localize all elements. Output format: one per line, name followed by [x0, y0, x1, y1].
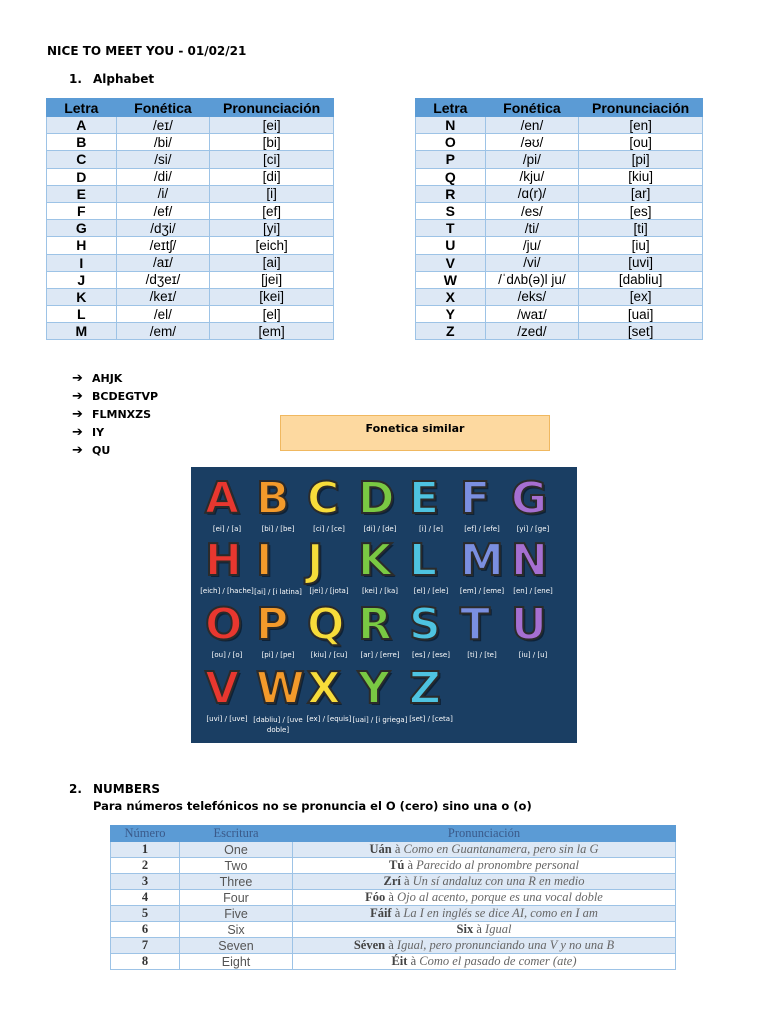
table-row — [111, 858, 676, 874]
table-row — [47, 151, 334, 168]
section-label: NUMBERS — [93, 782, 160, 796]
phonetic-cell: /pi/ — [485, 151, 579, 168]
poster-letter-caption: [iu] / [u] — [518, 651, 548, 659]
phonetic-cell: /əʊ/ — [485, 134, 579, 151]
letter-cell: D — [47, 168, 117, 185]
col-header-pronunciacion: Pronunciación — [293, 826, 676, 842]
numbers-note: Para números telefónicos no se pronuncia el O (cero) sino una o (o) — [93, 799, 532, 813]
table-row — [416, 306, 703, 323]
table-row — [111, 938, 676, 954]
numbers-table — [110, 825, 676, 970]
written-cell: Seven — [180, 938, 293, 954]
pronunciation-word: Éit — [391, 954, 408, 968]
pronunciation-cell: [kei] — [210, 288, 334, 305]
poster-letter-caption: [di] / [de] — [363, 525, 397, 533]
phonetic-cell: /aɪ/ — [116, 254, 210, 271]
poster-letter-caption: [ou] / [o] — [211, 651, 243, 659]
pronunciation-cell: [en] — [579, 117, 703, 134]
table-row — [416, 168, 703, 185]
col-header-pronunciacion: Pronunciación — [579, 99, 703, 117]
poster-letter: A — [205, 473, 240, 524]
poster-letter: O — [205, 599, 243, 650]
arrow-right-icon: ➔ — [72, 371, 83, 386]
letter-cell: V — [416, 254, 486, 271]
poster-letter: K — [358, 535, 393, 586]
poster-letter-caption: [es] / [ese] — [412, 651, 450, 659]
table-row — [47, 271, 334, 288]
pronunciation-cell: [em] — [210, 323, 334, 340]
list-item: ➔ QU — [72, 443, 111, 458]
section-label: Alphabet — [93, 72, 155, 86]
pronunciation-cell: [ci] — [210, 151, 334, 168]
poster-letter-caption: [ex] / [equis] — [306, 715, 352, 723]
letter-cell: Q — [416, 168, 486, 185]
col-header-pronunciacion: Pronunciación — [210, 99, 334, 117]
number-cell: 4 — [111, 890, 180, 906]
pronunciation-description: Igual, pero pronunciando una V y no una B — [396, 938, 615, 952]
letter-cell: H — [47, 237, 117, 254]
pronunciation-cell: [eich] — [210, 237, 334, 254]
list-item: ➔ BCDEGTVP — [72, 389, 159, 404]
written-cell: One — [180, 842, 293, 858]
number-cell: 6 — [111, 922, 180, 938]
pronunciation-cell — [293, 954, 676, 970]
poster-letter-caption: [pi] / [pe] — [261, 651, 295, 659]
poster-letter-caption: [ci] / [ce] — [313, 525, 345, 533]
arrow-right-icon: ➔ — [72, 389, 83, 404]
pronunciation-description: Ojo al acento, porque es una vocal doble — [397, 890, 603, 904]
pronunciation-cell: [ar] — [579, 185, 703, 202]
col-header-numero: Número — [111, 826, 180, 842]
poster-letter-caption: [set] / [ceta] — [409, 715, 453, 723]
poster-letter: N — [511, 535, 548, 586]
pronunciation-cell: [dabliu] — [579, 271, 703, 288]
poster-letter-caption: [kiu] / [cu] — [310, 651, 348, 659]
table-row — [47, 237, 334, 254]
poster-letter: Q — [307, 599, 345, 650]
number-cell: 2 — [111, 858, 180, 874]
alphabet-table-left — [46, 98, 334, 340]
letter-cell: U — [416, 237, 486, 254]
written-cell: Two — [180, 858, 293, 874]
poster-letter: V — [205, 663, 240, 714]
table-row — [111, 922, 676, 938]
letter-cell: K — [47, 288, 117, 305]
phonetic-cell: /ju/ — [485, 237, 579, 254]
poster-letter: B — [256, 473, 290, 524]
letter-cell: F — [47, 202, 117, 219]
phonetic-cell: /i/ — [116, 185, 210, 202]
poster-letter-caption: [em] / [eme] — [459, 587, 505, 595]
poster-letter: P — [256, 599, 289, 650]
arrow-glyph: à — [407, 858, 413, 872]
poster-letter: C — [307, 473, 340, 524]
letter-cell: T — [416, 220, 486, 237]
pronunciation-word: Fáif — [370, 906, 392, 920]
pronunciation-word: Zrí — [383, 874, 401, 888]
letter-cell: B — [47, 134, 117, 151]
phonetic-cell: /em/ — [116, 323, 210, 340]
pronunciation-cell — [293, 842, 676, 858]
pronunciation-description: Como el pasado de comer (ate) — [419, 954, 577, 968]
poster-letter-caption: [i] / [e] — [419, 525, 443, 533]
page-title: NICE TO MEET YOU - 01/02/21 — [47, 44, 247, 58]
poster-letter-caption: [eich] / [hache] — [200, 587, 254, 595]
written-cell: Four — [180, 890, 293, 906]
alphabet-table-right — [415, 98, 703, 340]
pronunciation-cell — [293, 906, 676, 922]
letter-cell: L — [47, 306, 117, 323]
letter-cell: N — [416, 117, 486, 134]
phonetic-cell: /si/ — [116, 151, 210, 168]
col-header-letra: Letra — [47, 99, 117, 117]
poster-letter-caption: [bi] / [be] — [261, 525, 295, 533]
number-cell: 7 — [111, 938, 180, 954]
pronunciation-cell: [ou] — [579, 134, 703, 151]
table-row — [416, 237, 703, 254]
pronunciation-word: Uán — [369, 842, 392, 856]
pronunciation-cell — [293, 890, 676, 906]
number-cell: 8 — [111, 954, 180, 970]
table-row — [47, 202, 334, 219]
phonetic-cell: /eks/ — [485, 288, 579, 305]
written-cell: Three — [180, 874, 293, 890]
poster-letter: F — [460, 473, 491, 524]
phonetic-cell: /ti/ — [485, 220, 579, 237]
pronunciation-cell: [yi] — [210, 220, 334, 237]
table-row — [111, 874, 676, 890]
poster-letter-caption: [dabliu] / [uve doble] — [253, 716, 303, 734]
arrow-right-icon: ➔ — [72, 425, 83, 440]
arrow-glyph: à — [388, 938, 394, 952]
pronunciation-cell: [kiu] — [579, 168, 703, 185]
written-cell: Six — [180, 922, 293, 938]
phonetic-cell: /el/ — [116, 306, 210, 323]
list-item: ➔ FLMNXZS — [72, 407, 152, 422]
poster-letter-caption: [yi] / [ge] — [516, 525, 550, 533]
pronunciation-description: La I en inglés se dice AI, como en I am — [403, 906, 598, 920]
pronunciation-cell — [293, 874, 676, 890]
table-row — [416, 185, 703, 202]
pronunciation-cell — [293, 858, 676, 874]
pronunciation-cell — [293, 922, 676, 938]
pronunciation-cell: [uvi] — [579, 254, 703, 271]
letter-cell: S — [416, 202, 486, 219]
poster-letter-caption: [ai] / [i latina] — [254, 588, 302, 596]
col-header-fonetica: Fonética — [485, 99, 579, 117]
phonetic-cell: /eɪtʃ/ — [116, 237, 210, 254]
phonetic-cell: /waɪ/ — [485, 306, 579, 323]
phonetic-cell: /es/ — [485, 202, 579, 219]
pronunciation-cell: [set] — [579, 323, 703, 340]
pronunciation-description: Igual — [485, 922, 512, 936]
table-row — [416, 323, 703, 340]
letter-cell: X — [416, 288, 486, 305]
phonetic-cell: /bi/ — [116, 134, 210, 151]
poster-letter-caption: [uvi] / [uve] — [206, 715, 248, 723]
arrow-glyph: à — [394, 906, 401, 920]
poster-letter-caption: [ar] / [erre] — [360, 651, 400, 659]
pronunciation-word: Six — [456, 922, 474, 936]
arrow-glyph: à — [394, 842, 401, 856]
letter-cell: P — [416, 151, 486, 168]
pronunciation-cell: [di] — [210, 168, 334, 185]
table-row — [111, 842, 676, 858]
poster-letter-caption: [kei] / [ka] — [361, 587, 398, 595]
poster-letter: R — [358, 599, 392, 650]
col-header-escritura: Escritura — [180, 826, 293, 842]
arrow-right-icon: ➔ — [72, 407, 83, 422]
poster-letter-caption: [ef] / [efe] — [464, 525, 500, 533]
poster-letter: G — [511, 473, 548, 524]
pronunciation-cell: [ef] — [210, 202, 334, 219]
table-row — [47, 117, 334, 134]
poster-letter: H — [205, 535, 242, 586]
pronunciation-cell: [uai] — [579, 306, 703, 323]
poster-letter-caption: [el] / [ele] — [413, 587, 449, 595]
arrow-glyph: à — [403, 874, 410, 888]
col-header-fonetica: Fonética — [116, 99, 210, 117]
poster-letter: T — [460, 599, 491, 650]
table-row — [416, 202, 703, 219]
letter-cell: J — [47, 271, 117, 288]
table-row — [416, 288, 703, 305]
pronunciation-cell: [iu] — [579, 237, 703, 254]
poster-letter-caption: [ti] / [te] — [467, 651, 497, 659]
poster-letter: E — [409, 473, 440, 524]
pronunciation-cell: [es] — [579, 202, 703, 219]
poster-letter: L — [409, 535, 438, 586]
pronunciation-description: Parecido al pronombre personal — [416, 858, 579, 872]
pronunciation-description: Como en Guantanamera, pero sin la G — [403, 842, 599, 856]
table-row — [111, 906, 676, 922]
phonetic-cell: /kju/ — [485, 168, 579, 185]
section-number: 2. — [69, 782, 82, 796]
arrow-glyph: à — [388, 890, 394, 904]
letter-cell: Z — [416, 323, 486, 340]
pronunciation-cell: [ex] — [579, 288, 703, 305]
poster-letter-caption: [uai] / [i griega] — [352, 716, 408, 724]
pronunciation-cell: [bi] — [210, 134, 334, 151]
phonetic-cell: /ɑ(r)/ — [485, 185, 579, 202]
phonetic-cell: /dʒi/ — [116, 220, 210, 237]
col-header-letra: Letra — [416, 99, 486, 117]
number-cell: 1 — [111, 842, 180, 858]
pronunciation-cell: [pi] — [579, 151, 703, 168]
arrow-right-icon: ➔ — [72, 443, 83, 458]
poster-letter: W — [256, 663, 305, 714]
poster-letter: X — [307, 663, 341, 714]
phonetic-groups-list — [72, 370, 158, 460]
poster-letter-caption: [en] / [ene] — [513, 587, 553, 595]
poster-letter: Z — [409, 663, 441, 714]
poster-letter: M — [460, 535, 504, 586]
section-alphabet-heading — [69, 72, 154, 86]
poster-letter: Y — [358, 663, 390, 714]
pronunciation-description: Un sí andaluz con una R en medio — [412, 874, 585, 888]
letter-cell: Y — [416, 306, 486, 323]
table-row — [47, 134, 334, 151]
pronunciation-cell: [ei] — [210, 117, 334, 134]
poster-letter-caption: [ei] / [a] — [212, 525, 242, 533]
phonetic-cell: /eɪ/ — [116, 117, 210, 134]
letter-cell: C — [47, 151, 117, 168]
pronunciation-cell — [293, 938, 676, 954]
letter-cell: W — [416, 271, 486, 288]
table-row — [416, 220, 703, 237]
similar-phonetics-box: Fonetica similar — [280, 415, 550, 451]
poster-letter: D — [358, 473, 395, 524]
table-row — [47, 288, 334, 305]
pronunciation-word: Fóo — [365, 890, 386, 904]
letter-cell: I — [47, 254, 117, 271]
table-row — [111, 890, 676, 906]
phonetic-cell: /dʒeɪ/ — [116, 271, 210, 288]
table-row — [416, 271, 703, 288]
table-row — [416, 117, 703, 134]
arrow-glyph: à — [410, 954, 417, 968]
letter-cell: G — [47, 220, 117, 237]
letter-cell: M — [47, 323, 117, 340]
section-number: 1. — [69, 72, 82, 86]
table-row — [47, 220, 334, 237]
written-cell: Eight — [180, 954, 293, 970]
phonetic-cell: /en/ — [485, 117, 579, 134]
letter-cell: E — [47, 185, 117, 202]
written-cell: Five — [180, 906, 293, 922]
phonetic-cell: /keɪ/ — [116, 288, 210, 305]
list-item: ➔ AHJK — [72, 371, 123, 386]
pronunciation-cell: [ti] — [579, 220, 703, 237]
poster-letter: I — [256, 535, 273, 586]
poster-letter: S — [409, 599, 441, 650]
alphabet-poster — [191, 467, 577, 743]
phonetic-cell: /ˈdʌb(ə)l ju/ — [485, 271, 579, 288]
table-row — [111, 954, 676, 970]
letter-cell: R — [416, 185, 486, 202]
letter-cell: A — [47, 117, 117, 134]
poster-letter: J — [307, 535, 324, 586]
pronunciation-word: Séven — [353, 938, 386, 952]
table-row — [416, 254, 703, 271]
section-numbers-heading — [69, 782, 160, 796]
poster-letter: U — [511, 599, 547, 650]
table-row — [47, 254, 334, 271]
table-row — [47, 323, 334, 340]
poster-letter-caption: [jei] / [jota] — [309, 587, 349, 595]
list-item: ➔ IY — [72, 425, 105, 440]
number-cell: 5 — [111, 906, 180, 922]
letter-cell: O — [416, 134, 486, 151]
arrow-glyph: à — [476, 922, 482, 936]
pronunciation-cell: [i] — [210, 185, 334, 202]
phonetic-cell: /vi/ — [485, 254, 579, 271]
pronunciation-cell: [el] — [210, 306, 334, 323]
pronunciation-cell: [ai] — [210, 254, 334, 271]
phonetic-cell: /zed/ — [485, 323, 579, 340]
table-row — [416, 151, 703, 168]
pronunciation-cell: [jei] — [210, 271, 334, 288]
phonetic-cell: /di/ — [116, 168, 210, 185]
pronunciation-word: Tú — [389, 858, 405, 872]
phonetic-cell: /ef/ — [116, 202, 210, 219]
table-row — [416, 134, 703, 151]
table-row — [47, 168, 334, 185]
table-row — [47, 306, 334, 323]
table-row — [47, 185, 334, 202]
number-cell: 3 — [111, 874, 180, 890]
